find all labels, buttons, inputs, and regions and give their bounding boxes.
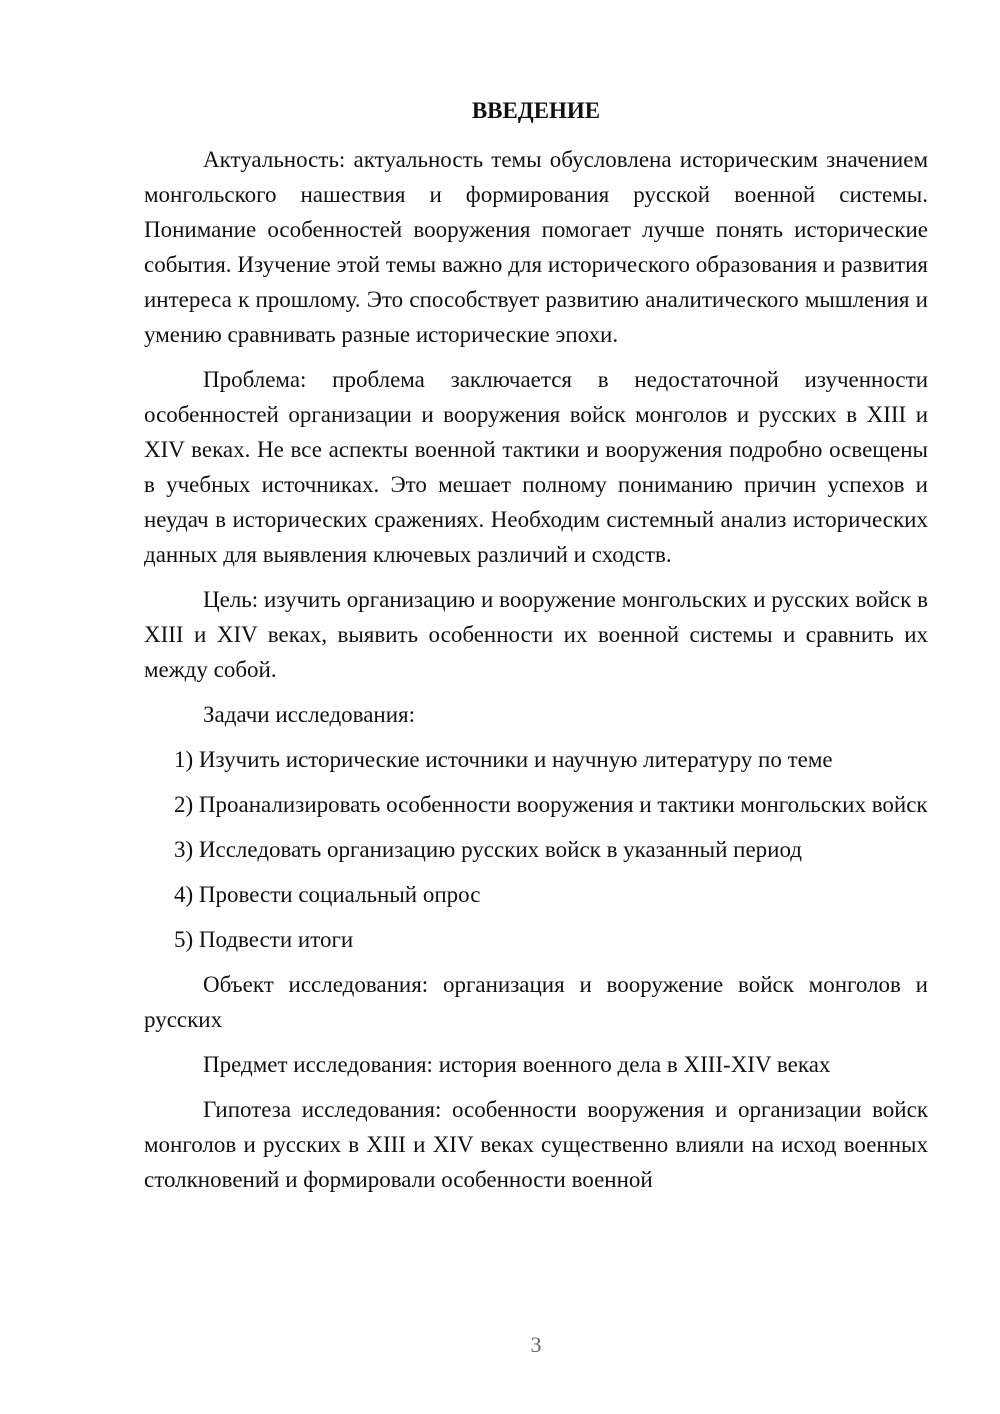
task-item-4: 4) Провести социальный опрос xyxy=(174,882,481,907)
task-item-5: 5) Подвести итоги xyxy=(174,927,354,952)
page-title: ВВЕДЕНИЕ xyxy=(471,98,601,123)
paragraph-hypothesis: Гипотеза исследования: особенности вооружения и организации войск монголов и русских в XIII и XIV веках существенно влияли на исход военных столкновений и формировали особенности военной xyxy=(144,1097,928,1192)
document-body xyxy=(144,142,928,1207)
paragraph-goal: Цель: изучить организацию и вооружение монгольских и русских войск в XIII и XIV веках, выявить особенности их военной системы и сравнить их между собой. xyxy=(144,587,928,682)
tasks-heading: Задачи исследования: xyxy=(203,702,416,727)
paragraph-object: Объект исследования: организация и вооружение войск монголов и русских xyxy=(144,972,928,1032)
paragraph-problem: Проблема: проблема заключается в недостаточной изученности особенностей организации и вооружения войск монголов и русских в XIII и XIV веках. Не все аспекты военной тактики и вооружения подробно освещены в учебных источниках. Это мешает полному пониманию причин успехов и неудач в исторических сражениях. Необходим системный анализ исторических данных для выявления ключевых различий и сходств. xyxy=(144,367,928,567)
task-item-1: 1) Изучить исторические источники и научную литературу по теме xyxy=(174,747,833,772)
page-number: 3 xyxy=(530,1332,542,1357)
task-item-2: 2) Проанализировать особенности вооружения и тактики монгольских войск xyxy=(174,792,928,817)
paragraph-subject: Предмет исследования: история военного дела в XIII-XIV веках xyxy=(203,1052,831,1077)
paragraph-relevance: Актуальность: актуальность темы обусловлена историческим значением монгольского нашествия и формирования русской военной системы. Понимание особенностей вооружения помогает лучше понять исторические события. Изучение этой темы важно для исторического образования и развития интереса к прошлому. Это способствует развитию аналитического мышления и умению сравнивать разные исторические эпохи. xyxy=(144,147,928,347)
task-item-3: 3) Исследовать организацию русских войск в указанный период xyxy=(174,837,803,862)
